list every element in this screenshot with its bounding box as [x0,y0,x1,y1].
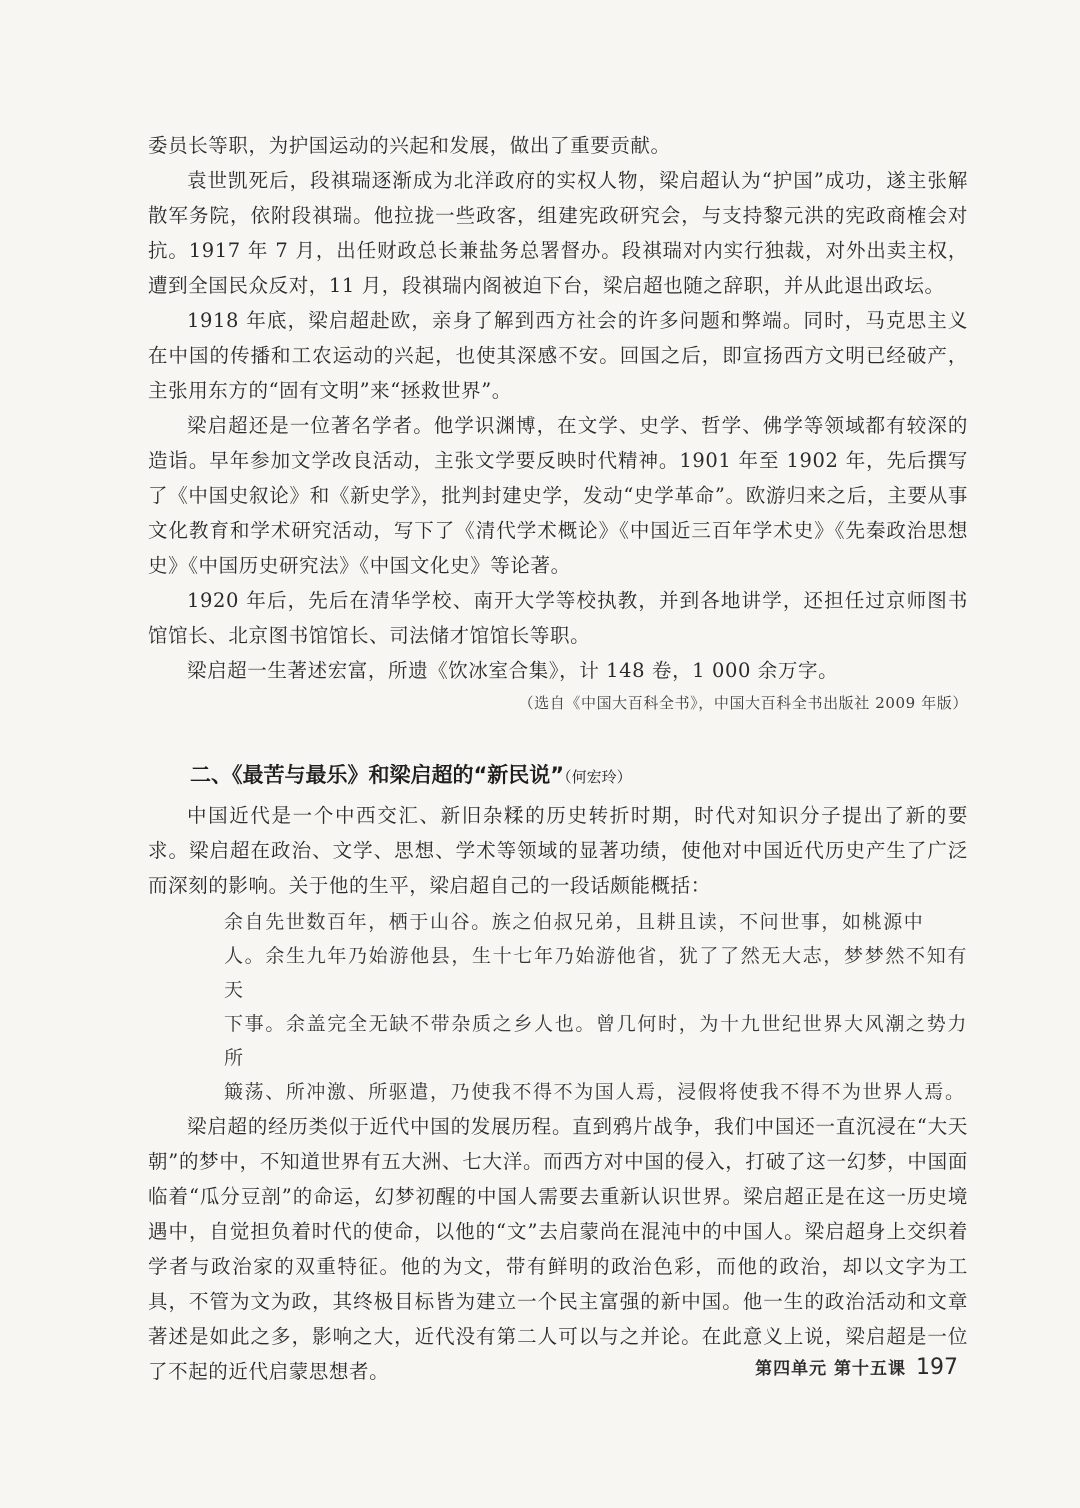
section-author: （何宏玲） [564,768,632,786]
quote-line: 人。余生九年乃始游他县，生十七年乃始游他省，犹了了然无大志，梦梦然不知有天 [224,945,968,1001]
paragraph: 委员长等职，为护国运动的兴起和发展，做出了重要贡献。 [148,134,671,157]
paragraph: 中国近代是一个中西交汇、新旧杂糅的历史转折时期，时代对知识分子提出了新的要求。梁启超在政治、文学、思想、学术等领域的显著功绩，使他对中国近代历史产生了广泛而深刻的影响。关于他的生平，梁启超自己的一段话颇能概括： [148,804,968,897]
section-heading [148,756,968,796]
source-citation: （选自《中国大百科全书》，中国大百科全书出版社 2009 年版） [518,694,968,712]
unit-lesson-label: 第四单元 第十五课 [755,1359,906,1379]
quote-line: 簸荡、所冲激、所驱遣，乃使我不得不为国人焉，浸假将使我不得不为世界人焉。 [224,1081,966,1103]
section-title-text: 二、《最苦与最乐》和梁启超的“新民说” [190,763,565,787]
quote-line: 余自先世数百年，栖于山谷。族之伯叔兄弟，且耕且读，不问世事，如桃源中 [224,911,925,933]
page-content [148,128,968,1389]
page-number: 197 [916,1355,958,1380]
block-quote [148,905,968,1109]
paragraph: 1918 年底，梁启超赴欧，亲身了解到西方社会的许多问题和弊端。同时，马克思主义在中国的传播和工农运动的兴起，也使其深感不安。回国之后，即宣扬西方文明已经破产，主张用东方的“固有文明”来“拯救世界”。 [148,309,968,402]
page-footer [755,1354,958,1380]
paragraph: 梁启超还是一位著名学者。他学识渊博，在文学、史学、哲学、佛学等领域都有较深的造诣。早年参加文学改良活动，主张文学要反映时代精神。1901 年至 1902 年，先后撰写了《中国史叙论》和《新史学》，批判封建史学，发动“史学革命”。欧游归来之后，主要从事文化教育和学术研究活动，写下了《清代学术概论》《中国近三百年学术史》《先秦政治思想史》《中国历史研究法》《中国文化史》等论著。 [148,414,968,577]
quote-line: 下事。余盖完全无缺不带杂质之乡人也。曾几何时，为十九世纪世界大风潮之势力所 [224,1013,968,1069]
paragraph: 袁世凯死后，段祺瑞逐渐成为北洋政府的实权人物，梁启超认为“护国”成功，遂主张解散军务院，依附段祺瑞。他拉拢一些政客，组建宪政研究会，与支持黎元洪的宪政商榷会对抗。1917 年 7 月，出任财政总长兼盐务总署督办。段祺瑞对内实行独裁，对外出卖主权，遭到全国民众反对，11 月，段祺瑞内阁被迫下台，梁启超也随之辞职，并从此退出政坛。 [148,169,968,297]
paragraph: 梁启超一生著述宏富，所遗《饮冰室合集》，计 148 卷，1 000 余万字。 [187,659,839,682]
paragraph: 1920 年后，先后在清华学校、南开大学等校执教，并到各地讲学，还担任过京师图书馆馆长、北京图书馆馆长、司法储才馆馆长等职。 [148,589,968,647]
paragraph: 梁启超的经历类似于近代中国的发展历程。直到鸦片战争，我们中国还一直沉浸在“大天朝”的梦中，不知道世界有五大洲、七大洋。而西方对中国的侵入，打破了这一幻梦，中国面临着“瓜分豆剖”的命运，幻梦初醒的中国人需要去重新认识世界。梁启超正是在这一历史境遇中，自觉担负着时代的使命，以他的“文”去启蒙尚在混沌中的中国人。梁启超身上交织着学者与政治家的双重特征。他的为文，带有鲜明的政治色彩，而他的政治，却以文字为工具，不管为文为政，其终极目标皆为建立一个民主富强的新中国。他一生的政治活动和文章著述是如此之多，影响之大，近代没有第二人可以与之并论。在此意义上说，梁启超是一位了不起的近代启蒙思想者。 [148,1115,968,1383]
